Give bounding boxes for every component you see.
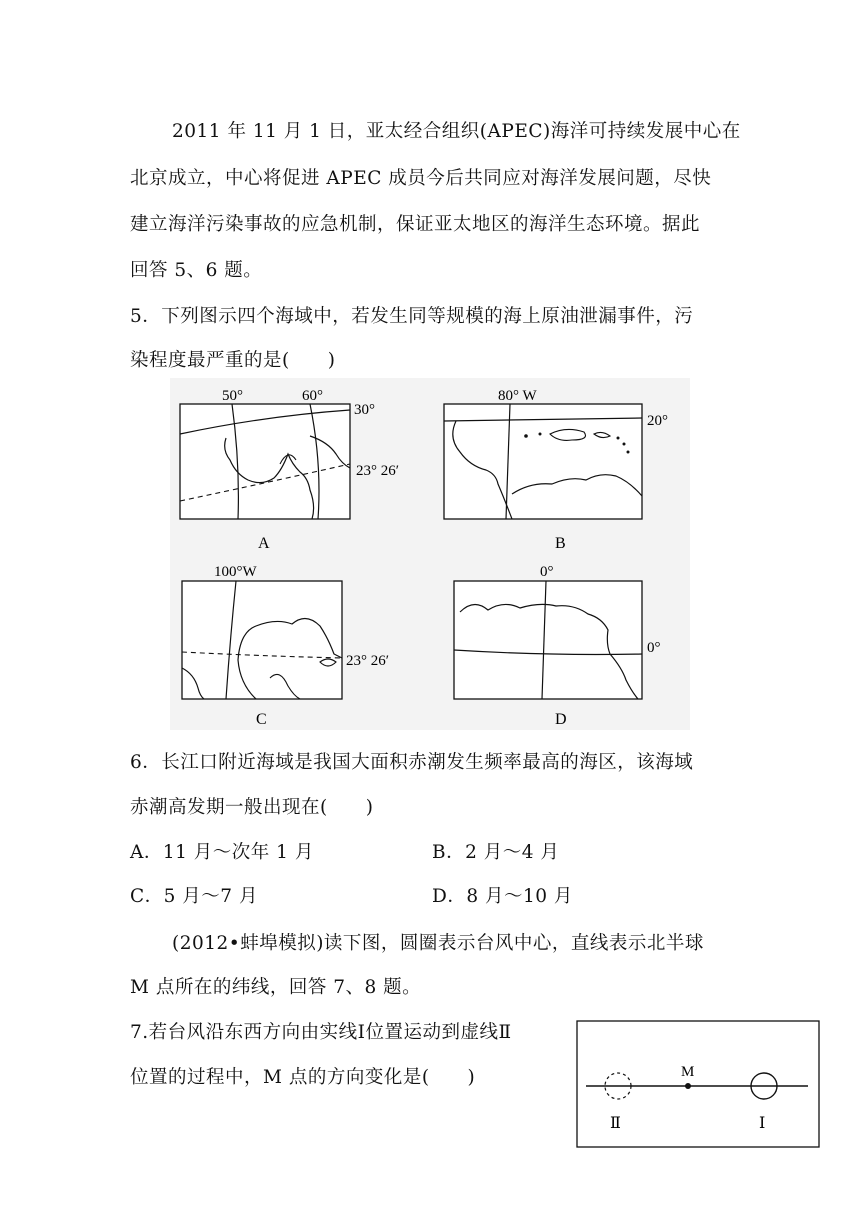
map-a-caption: A: [258, 535, 270, 552]
q7-line-2: 位置的过程中，M 点的方向变化是( ): [130, 1067, 476, 1088]
point-m-label: M: [681, 1064, 695, 1080]
map-a-lon-50: 50°: [222, 388, 243, 404]
sea-area-maps-figure: [170, 378, 690, 730]
point-m-dot: [685, 1083, 691, 1089]
map-b-lon-label: 80° W: [498, 388, 537, 404]
q6-line-2: 赤潮高发期一般出现在( ): [130, 797, 374, 818]
q6-option-d: D．8 月～10 月: [432, 886, 573, 907]
map-d-lat-label: 0°: [647, 640, 661, 656]
intro-line-4: 回答 5、6 题。: [130, 260, 263, 281]
map-c-caption: C: [256, 711, 267, 728]
map-b-caption: B: [555, 535, 566, 552]
q6-option-a: A．11 月～次年 1 月: [130, 842, 314, 863]
intro-line-2: 北京成立，中心将促进 APEC 成员今后共同应对海洋发展问题，尽快: [130, 168, 712, 189]
typhoon-diagram: [576, 1020, 820, 1148]
map-c-lon-label: 100°W: [214, 564, 257, 580]
q7-line-1: 7.若台风沿东西方向由实线Ⅰ位置运动到虚线Ⅱ: [130, 1022, 512, 1043]
map-d-lon-label: 0°: [540, 564, 554, 580]
map-a-tropic-label: 23° 26′: [356, 463, 400, 479]
map-a-lat-30: 30°: [354, 402, 375, 418]
q6-line-1: 6．长江口附近海域是我国大面积赤潮发生频率最高的海区，该海域: [130, 752, 694, 773]
q6-option-c: C．5 月～7 月: [130, 886, 258, 907]
intro2-line-2: M 点所在的纬线，回答 7、8 题。: [130, 977, 422, 998]
intro-line-1: 2011 年 11 月 1 日，亚太经合组织(APEC)海洋可持续发展中心在: [172, 121, 741, 142]
label-position-ii: Ⅱ: [610, 1115, 621, 1132]
q6-option-b: B．2 月～4 月: [432, 842, 560, 863]
intro2-line-1: (2012•蚌埠模拟)读下图，圆圈表示台风中心，直线表示北半球: [172, 933, 704, 954]
intro-line-3: 建立海洋污染事故的应急机制，保证亚太地区的海洋生态环境。据此: [130, 214, 701, 235]
map-d-caption: D: [555, 711, 567, 728]
q5-line-2: 染程度最严重的是( ): [130, 350, 336, 371]
map-a-lon-60: 60°: [302, 388, 323, 404]
q5-line-1: 5．下列图示四个海域中，若发生同等规模的海上原油泄漏事件，污: [130, 306, 694, 327]
map-c-tropic-label: 23° 26′: [346, 653, 390, 669]
label-position-i: Ⅰ: [759, 1115, 766, 1132]
map-b-lat-label: 20°: [647, 413, 668, 429]
